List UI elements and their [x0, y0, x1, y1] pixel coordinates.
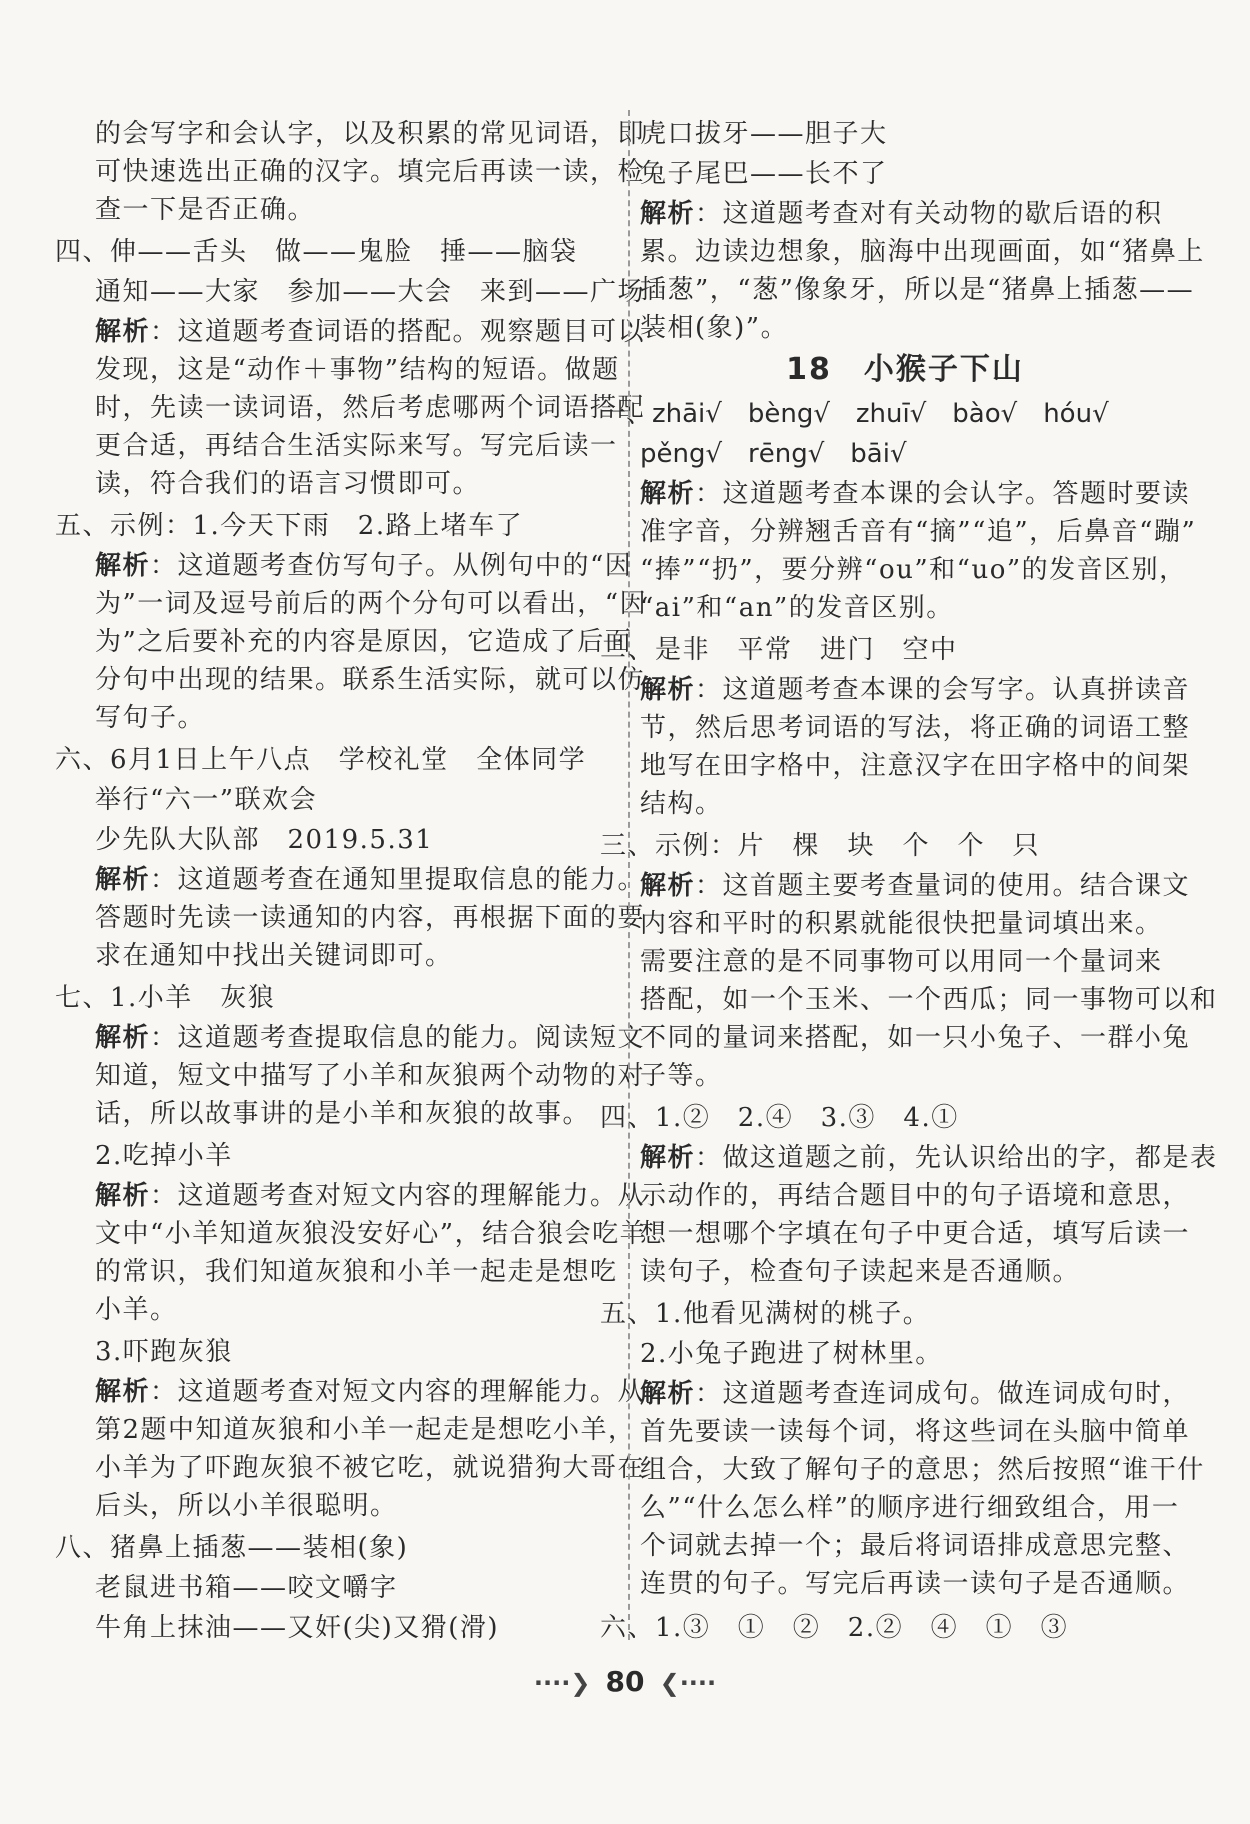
analysis-label: 解析 [95, 317, 151, 347]
text-line [95, 547, 632, 585]
line-text: ：这道题考查仿写句子。从例句中的“因 [150, 551, 633, 581]
line-text: 七、1.小羊 灰狼 [55, 983, 276, 1013]
text-line [95, 861, 645, 899]
line-text: 三、示例：片 棵 块 个 个 只 [600, 831, 1041, 861]
line-text: 搭配，如一个玉米、一个西瓜；同一事物可以和 [640, 985, 1218, 1015]
line-text: ：这道题考查在通知里提取信息的能力。 [150, 865, 646, 895]
line-text: 五、示例：1.今天下雨 2.路上堵车了 [55, 511, 524, 541]
text-line [95, 389, 645, 427]
text-line [95, 273, 645, 311]
text-line [95, 1609, 499, 1647]
analysis-label: 解析 [640, 1379, 696, 1409]
line-text: 示动作的，再结合题目中的句子语境和意思， [640, 1181, 1191, 1211]
line-text: 小羊。 [95, 1295, 178, 1325]
analysis-label: 解析 [640, 871, 696, 901]
line-text: 不同的量词来搭配，如一只小兔子、一群小兔 [640, 1023, 1191, 1053]
line-text: 一、zhāi√ bèng√ zhuī√ bào√ hóu√ [600, 399, 1109, 429]
right-arrow-decoration: ❮···· [659, 1669, 717, 1697]
text-line [600, 631, 958, 669]
line-text: 六、1.③ ① ② 2.② ④ ① ③ [600, 1613, 1069, 1643]
line-text: 为”一词及逗号前后的两个分句可以看出，“因 [95, 589, 648, 619]
analysis-label: 解析 [640, 675, 696, 705]
line-text: 时，先读一读词语，然后考虑哪两个词语搭配 [95, 393, 646, 423]
line-text: 求在通知中找出关键词即可。 [95, 941, 453, 971]
line-text: ：这道题考查对短文内容的理解能力。从 [150, 1377, 646, 1407]
text-line [95, 937, 453, 975]
line-text: 节，然后思考词语的写法，将正确的词语工整 [640, 713, 1191, 743]
text-line [55, 507, 523, 545]
line-text: 子等。 [640, 1061, 723, 1091]
analysis-label: 解析 [95, 1181, 151, 1211]
text-line [95, 115, 645, 153]
line-text: 小羊为了吓跑灰狼不被它吃，就说猎狗大哥在 [95, 1453, 646, 1483]
line-text: pěng√ rēng√ bāi√ [640, 439, 907, 469]
text-line [600, 1609, 1068, 1647]
line-text: 内容和平时的积累就能很快把量词填出来。 [640, 909, 1163, 939]
analysis-label: 解析 [95, 551, 151, 581]
text-line [640, 1489, 1179, 1527]
line-text: 么”“什么怎么样”的顺序进行细致组合，用一 [640, 1493, 1180, 1523]
line-text: 个词就去掉一个；最后将词语排成意思完整、 [640, 1531, 1191, 1561]
line-text: 想一想哪个字填在句子中更合适，填写后读一 [640, 1219, 1191, 1249]
text-line [640, 271, 1194, 309]
line-text: 虎口拔牙——胆子大 [640, 119, 888, 149]
text-line [95, 191, 315, 229]
line-text: 通知——大家 参加——大会 来到——广场 [95, 277, 646, 307]
line-text: 为”之后要补充的内容是原因，它造成了后面 [95, 627, 633, 657]
text-line [95, 313, 645, 351]
line-text: ：这道题考查连词成句。做连词成句时， [695, 1379, 1191, 1409]
text-line [640, 233, 1205, 271]
text-line [640, 551, 1187, 589]
text-line [640, 1375, 1190, 1413]
text-line [640, 1413, 1190, 1451]
line-text: 连贯的句子。写完后再读一读句子是否通顺。 [640, 1569, 1191, 1599]
text-line [640, 309, 788, 347]
analysis-label: 解析 [95, 865, 151, 895]
text-line [640, 981, 1218, 1019]
text-line [640, 1139, 1218, 1177]
text-line [640, 1215, 1190, 1253]
line-text: 装相(象)”。 [640, 313, 789, 343]
text-line [640, 1527, 1190, 1565]
text-line [640, 1177, 1190, 1215]
line-text: ：这道题考查词语的搭配。观察题目可以 [150, 317, 646, 347]
text-line [95, 1137, 233, 1175]
line-text: 五、1.他看见满树的桃子。 [600, 1299, 931, 1329]
text-line [95, 153, 645, 191]
analysis-label: 解析 [640, 479, 696, 509]
line-text: 插葱”，“葱”像象牙，所以是“猪鼻上插葱—— [640, 275, 1195, 305]
text-line [95, 1411, 636, 1449]
text-line [95, 427, 618, 465]
line-text: 写句子。 [95, 703, 206, 733]
line-text: 兔子尾巴——长不了 [640, 159, 888, 189]
text-line [95, 1487, 398, 1525]
text-line [640, 513, 1196, 551]
text-line [600, 827, 1040, 865]
line-text: ：做这道题之前，先认识给出的字，都是表 [695, 1143, 1218, 1173]
text-line [95, 1019, 645, 1057]
line-text: 的常识，我们知道灰狼和小羊一起走是想吃 [95, 1257, 618, 1287]
text-line [640, 195, 1163, 233]
text-line [95, 1215, 647, 1253]
page-footer [0, 1665, 1250, 1698]
text-line [55, 741, 586, 779]
line-text: “捧”“扔”，要分辨“ou”和“uo”的发音区别， [640, 555, 1187, 585]
column-divider [628, 110, 630, 1640]
line-text: 首先要读一读每个词，将这些词在头脑中简单 [640, 1417, 1191, 1447]
text-line [640, 435, 907, 473]
line-text: 累。边读边想象，脑海中出现画面，如“猪鼻上 [640, 237, 1205, 267]
line-text: 第2题中知道灰狼和小羊一起走是想吃小羊， [95, 1415, 636, 1445]
line-text: 知道，短文中描写了小羊和灰狼两个动物的对 [95, 1061, 646, 1091]
text-line [95, 699, 205, 737]
line-text: 读句子，检查句子读起来是否通顺。 [640, 1257, 1081, 1287]
text-line [640, 1019, 1190, 1057]
text-line [640, 115, 888, 153]
line-text: 话，所以故事讲的是小羊和灰狼的故事。 [95, 1099, 591, 1129]
text-line [95, 1373, 645, 1411]
text-line [640, 1335, 943, 1373]
line-text: 少先队大队部 2019.5.31 [95, 825, 434, 855]
line-text: 2.吃掉小羊 [95, 1141, 233, 1171]
line-text: ：这道题考查对有关动物的歇后语的积 [695, 199, 1163, 229]
text-line [95, 1449, 645, 1487]
line-text: 更合适，再结合生活实际来写。写完后读一 [95, 431, 618, 461]
text-line [640, 671, 1190, 709]
line-text: 可快速选出正确的汉字。填完后再读一读，检 [95, 157, 646, 187]
line-text: ：这道题考查提取信息的能力。阅读短文 [150, 1023, 646, 1053]
text-line [600, 1099, 959, 1137]
line-text: 发现，这是“动作＋事物”结构的短语。做题 [95, 355, 620, 385]
text-line [640, 155, 888, 193]
line-text: 2.小兔子跑进了树林里。 [640, 1339, 943, 1369]
line-text: 读，符合我们的语言习惯即可。 [95, 469, 481, 499]
text-line [95, 661, 645, 699]
text-line [640, 475, 1190, 513]
text-line [95, 465, 480, 503]
text-line [95, 1177, 645, 1215]
text-line [640, 905, 1163, 943]
line-text: 组合，大致了解句子的意思；然后按照“谁干什 [640, 1455, 1205, 1485]
line-text: 牛角上抹油——又奸(尖)又猾(滑) [95, 1613, 500, 1643]
line-text: 文中“小羊知道灰狼没安好心”，结合狼会吃羊 [95, 1219, 648, 1249]
text-line [640, 1057, 723, 1095]
text-line [95, 1253, 618, 1291]
line-text: 二、是非 平常 进门 空中 [600, 635, 958, 665]
text-line [640, 1565, 1190, 1603]
text-line [95, 1095, 590, 1133]
text-line [95, 623, 632, 661]
line-text: ：这道题考查本课的会写字。认真拼读音 [695, 675, 1191, 705]
text-line [55, 979, 275, 1017]
line-text: 分句中出现的结果。联系生活实际，就可以仿 [95, 665, 646, 695]
text-line [640, 747, 1190, 785]
line-text: 六、6月1日上午八点 学校礼堂 全体同学 [55, 745, 587, 775]
text-line [640, 1253, 1080, 1291]
text-line [95, 781, 317, 819]
line-text: 的会写字和会认字，以及积累的常见词语，即 [95, 119, 646, 149]
line-text: 地写在田字格中，注意汉字在田字格中的间架 [640, 751, 1191, 781]
text-line [95, 1569, 398, 1607]
text-line [95, 1057, 645, 1095]
analysis-label: 解析 [640, 199, 696, 229]
line-text: 准字音，分辨翘舌音有“摘”“追”，后鼻音“蹦” [640, 517, 1197, 547]
lesson-title: 18 小猴子下山 [786, 352, 1024, 387]
text-line [95, 585, 647, 623]
line-text: ：这道题考查本课的会认字。答题时要读 [695, 479, 1191, 509]
text-line [95, 1291, 178, 1329]
line-text: 结构。 [640, 789, 723, 819]
left-arrow-decoration: ····❯ [533, 1669, 591, 1697]
line-text: 后头，所以小羊很聪明。 [95, 1491, 398, 1521]
text-line [640, 709, 1190, 747]
analysis-label: 解析 [640, 1143, 696, 1173]
line-text: 老鼠进书箱——咬文嚼字 [95, 1573, 398, 1603]
line-text: 举行“六一”联欢会 [95, 785, 318, 815]
text-line [600, 395, 1109, 433]
text-line [55, 1529, 408, 1567]
text-line [600, 1295, 930, 1333]
line-text: 查一下是否正确。 [95, 195, 316, 225]
line-text: 需要注意的是不同事物可以用同一个量词来 [640, 947, 1163, 977]
line-text: 八、猪鼻上插葱——装相(象) [55, 1533, 409, 1563]
text-line [640, 943, 1163, 981]
text-line [95, 1333, 233, 1371]
text-line [95, 899, 645, 937]
line-text: “ai”和“an”的发音区别。 [640, 593, 954, 623]
text-line [95, 821, 433, 859]
line-text: ：这道题考查对短文内容的理解能力。从 [150, 1181, 646, 1211]
line-text: 3.吓跑灰狼 [95, 1337, 233, 1367]
line-text: 答题时先读一读通知的内容，再根据下面的要 [95, 903, 646, 933]
line-text: 四、伸——舌头 做——鬼脸 捶——脑袋 [55, 237, 578, 267]
text-line [640, 1451, 1205, 1489]
text-line [640, 867, 1190, 905]
text-line [640, 589, 954, 627]
analysis-label: 解析 [95, 1023, 151, 1053]
text-line [640, 785, 723, 823]
page-number: 80 [605, 1665, 645, 1698]
text-line [55, 233, 578, 271]
line-text: ：这首题主要考查量词的使用。结合课文 [695, 871, 1191, 901]
text-line [95, 351, 620, 389]
line-text: 四、1.② 2.④ 3.③ 4.① [600, 1103, 959, 1133]
analysis-label: 解析 [95, 1377, 151, 1407]
